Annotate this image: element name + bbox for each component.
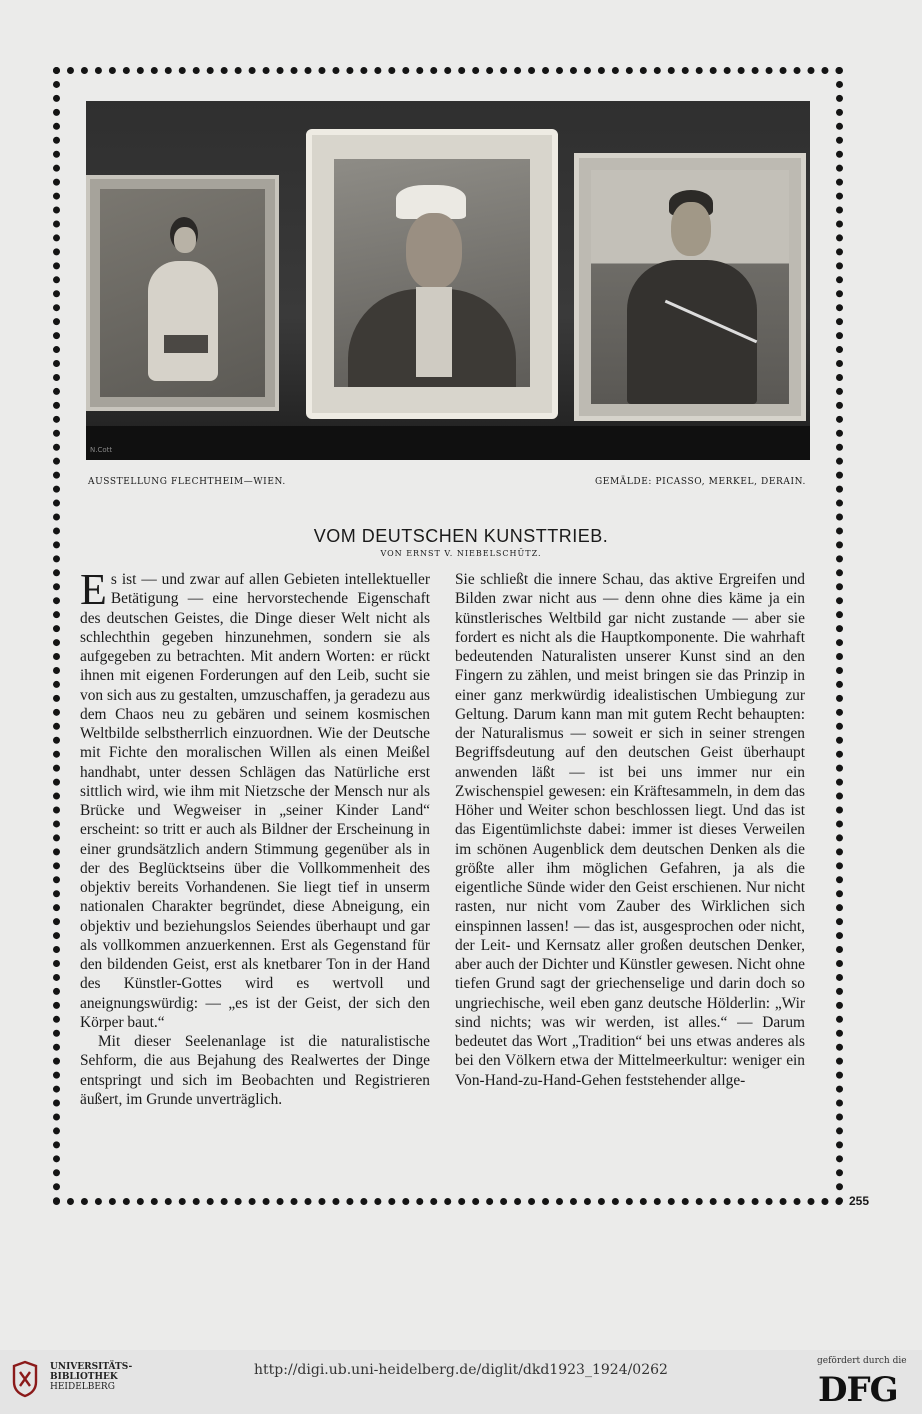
text-column-left [80, 565, 430, 1109]
caption-painters: GEMÄLDE: PICASSO, MERKEL, DERAIN. [594, 477, 806, 487]
figure-man-cap [344, 179, 520, 387]
painting-right [591, 170, 789, 404]
exhibition-photo [86, 101, 810, 460]
floor [86, 426, 810, 460]
paragraph-3: Sie schließt die innere Schau, das aktive Ergreifen und Bilden zwar nicht aus — denn ohne dies käme ja ein künstlerisches Weltbild gar nicht zustande — aber sie fordert es nicht als die Hauptkomponente. Die wahrhaft bedeutenden Naturalisten unserer Kunst sind an den Fingern zu zählen, und meist bringen sie das Prinzip in einer ganz merkwürdig idealistischen Umbiegung zur Geltung. Darum kann man mit gutem Recht behaupten: der Naturalismus — soweit er sich in seiner strengen Begriffsdeutung auf den deutschen Geist überhaupt anwenden läßt — ist bei uns immer nur ein Zwischenspiel gewesen: ein Kräftesammeln, in dem das Höher und Weiter schon beschlossen liegt. Und das ist das Eigentümlichste dabei: immer ist dieses Verweilen im schönen Augenblick dem deutschen Denken als die größte aller ihm möglichen Gefahren, ja als die eigentliche Sünde wider den Geist erschienen. Nur nicht rasten, nur nicht vom Zauber des Wirklichen sich einspinnen lassen! — das ist, ausgesprochen oder nicht, der Leit- und Kernsatz aller großen deutschen Denker, aber auch der Dichter und Künstler gewesen. Nicht ohne tiefen Grund sagt der griechenselige und darin doch so ungriechische, weil eben ganz deutsche Hölderlin: „Wir sind nichts; was wir werden, ist alles.“ — Darum bedeutet das Wort „Tradition“ bei uns etwas anderes als bei den Völkern etwa der Mittelmeerkultur: weniger ein Von-Hand-zu-Hand-Gehen feststehender allge- [455, 571, 805, 1089]
page-number: 255 [849, 1194, 870, 1208]
caption-exhibition: AUSSTELLUNG FLECHTHEIM—WIEN. [88, 477, 286, 487]
article-byline: VON ERNST V. NIEBELSCHÜTZ. [380, 549, 542, 558]
dfg-logo: DFG [818, 1370, 898, 1410]
paragraph-2: Mit dieser Seelenanlage ist die naturalistische Sehform, die aus Bejahung des Realwertes der Dinge entspringt und sich im Beobachten und Registrieren äußert, im Grunde unverträglich. [80, 1033, 430, 1108]
photo-stamp: N.Cott [90, 446, 113, 454]
article-title: VOM DEUTSCHEN KUNSTTRIEB. [313, 526, 609, 546]
painting-frame-left [86, 175, 279, 411]
funded-by-label: gefördert durch die [817, 1356, 907, 1366]
library-line-3: HEIDELBERG [50, 1382, 115, 1392]
figure-woman [138, 217, 228, 397]
painting-left [100, 189, 265, 397]
painting-middle [334, 159, 530, 387]
paragraph-1: s ist — und zwar auf allen Gebieten intellektueller Betätigung — eine hervorstechende Eigenschaft des deutschen Geistes, die Dinge dieser Welt nicht als schlechthin gegeben hinzunehmen, sondern sie als aufgegeben zu betrachten. Mit andern Worten: er rückt ihnen mit eigenen Forderungen auf den Leib, sucht sie von sich aus zu gestalten, umzuschaffen, ja geradezu aus dem Chaos neu zu gebären und seinem kosmischen Weltbilde selbstherrlich einzuordnen. Wie der Deutsche mit Fichte den moralischen Willen als einen Meißel handhabt, unter dessen Schlägen das Natürliche erst sittlich wird, wie ihm mit Nietzsche der Mensch nur als Brücke und Wegweiser in „seiner Kinder Land“ erscheint: so tritt er auch als Bildner der Erscheinung in einer grundsätzlich andern Stimmung gegenüber als in der des Beglücktseins über die Vollkommenheit des objektiv bereits Vorhandenen. Sie liegt tief in unserm nationalen Charakter begründet, diese Abneigung, ein objektiv und beziehungslos Seiendes überhaupt und gar als vollkommen anzuerkennen. Erst als Gegenstand für den bildenden Geist, erst als knetbarer Ton in der Hand des Künstler-Gottes wird es wertvoll und aneignungswürdig: — „es ist der Geist, der sich den Körper baut.“ [80, 571, 430, 1031]
drop-cap: E [80, 565, 107, 614]
library-line-2: BIBLIOTHEK [50, 1372, 118, 1382]
text-column-right [455, 570, 805, 1090]
painting-frame-right [574, 153, 806, 421]
library-line-1: UNIVERSITÄTS- [50, 1362, 133, 1372]
figure-young-painter [621, 190, 771, 404]
painting-frame-middle [306, 129, 558, 419]
footer-bar [0, 1350, 922, 1414]
permalink[interactable]: http://digi.ub.uni-heidelberg.de/diglit/dkd1923_1924/0262 [254, 1362, 668, 1378]
